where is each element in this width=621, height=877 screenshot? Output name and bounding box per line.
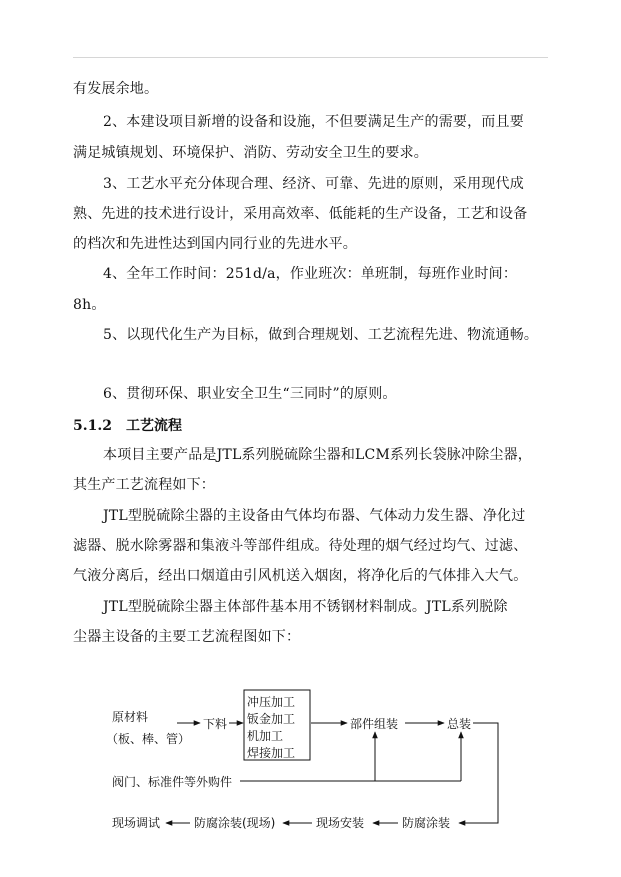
paragraph-2-line-2: 满足城镇规划、环境保护、消防、劳动安全卫生的要求。 bbox=[73, 145, 428, 161]
paragraph-4-line-1: 4、全年工作时间：251d/a，作业班次：单班制，每班作业时间： bbox=[103, 266, 518, 282]
process-stamping: 冲压加工 bbox=[247, 695, 296, 709]
process-machining: 机加工 bbox=[247, 729, 284, 743]
node-onsite-commissioning: 现场调试 bbox=[112, 816, 161, 830]
paragraph-3-line-2: 熟、先进的技术进行设计，采用高效率、低能耗的生产设备，工艺和设备 bbox=[73, 206, 528, 222]
section-number: 5.1.2 bbox=[73, 418, 112, 434]
process-welding: 焊接加工 bbox=[247, 746, 296, 760]
arrow-final-to-coating bbox=[459, 723, 498, 823]
paragraph-continuation: 有发展余地。 bbox=[73, 81, 159, 97]
node-onsite-anticorrosion: 防腐涂装(现场) bbox=[194, 816, 276, 830]
node-anticorrosion-coating: 防腐涂装 bbox=[402, 816, 451, 830]
paragraph-5: 5、以现代化生产为目标，做到合理规划、工艺流程先进、物流通畅。 bbox=[103, 327, 539, 343]
paragraph-jtl-line-3: 气液分离后，经出口烟道由引风机送入烟囱，将净化后的气体排入大气。 bbox=[73, 568, 528, 584]
paragraph-6: 6、贯彻环保、职业安全卫生“三同时”的原则。 bbox=[103, 386, 397, 402]
section-title: 工艺流程 bbox=[125, 418, 182, 434]
node-final-assembly: 总装 bbox=[447, 717, 472, 731]
node-onsite-installation: 现场安装 bbox=[316, 816, 365, 830]
paragraph-jtl-line-2: 滤器、脱水除雾器和集液斗等部件组成。待处理的烟气经过均气、过滤、 bbox=[73, 538, 528, 554]
node-cutting: 下料 bbox=[203, 717, 228, 731]
node-raw-material-types: （板、棒、管） bbox=[106, 732, 191, 746]
paragraph-3-line-1: 3、工艺水平充分体现合理、经济、可靠、先进的原则，采用现代成 bbox=[103, 176, 524, 192]
paragraph-jtl-line-1: JTL型脱硫除尘器的主设备由气体均布器、气体动力发生器、净化过 bbox=[103, 508, 526, 524]
paragraph-material-line-2: 尘器主设备的主要工艺流程图如下： bbox=[73, 629, 301, 645]
node-purchased-parts: 阀门、标准件等外购件 bbox=[112, 775, 233, 789]
paragraph-2-line-1: 2、本建设项目新增的设备和设施，不但要满足生产的需要，而且要 bbox=[103, 114, 524, 130]
paragraph-material-line-1: JTL型脱硫除尘器主体部件基本用不锈钢材料制成。JTL系列脱除 bbox=[103, 599, 508, 615]
node-raw-material: 原材料 bbox=[112, 710, 149, 724]
paragraph-4-line-2: 8h。 bbox=[73, 297, 106, 313]
paragraph-intro-line-2: 其生产工艺流程如下： bbox=[73, 477, 215, 493]
paragraph-3-line-3: 的档次和先进性达到国内同行业的先进水平。 bbox=[73, 236, 357, 252]
paragraph-intro-line-1: 本项目主要产品是JTL系列脱硫除尘器和LCM系列长袋脉冲除尘器， bbox=[103, 447, 532, 463]
process-sheet-metal: 钣金加工 bbox=[247, 712, 296, 726]
node-component-assembly: 部件组装 bbox=[350, 717, 399, 731]
